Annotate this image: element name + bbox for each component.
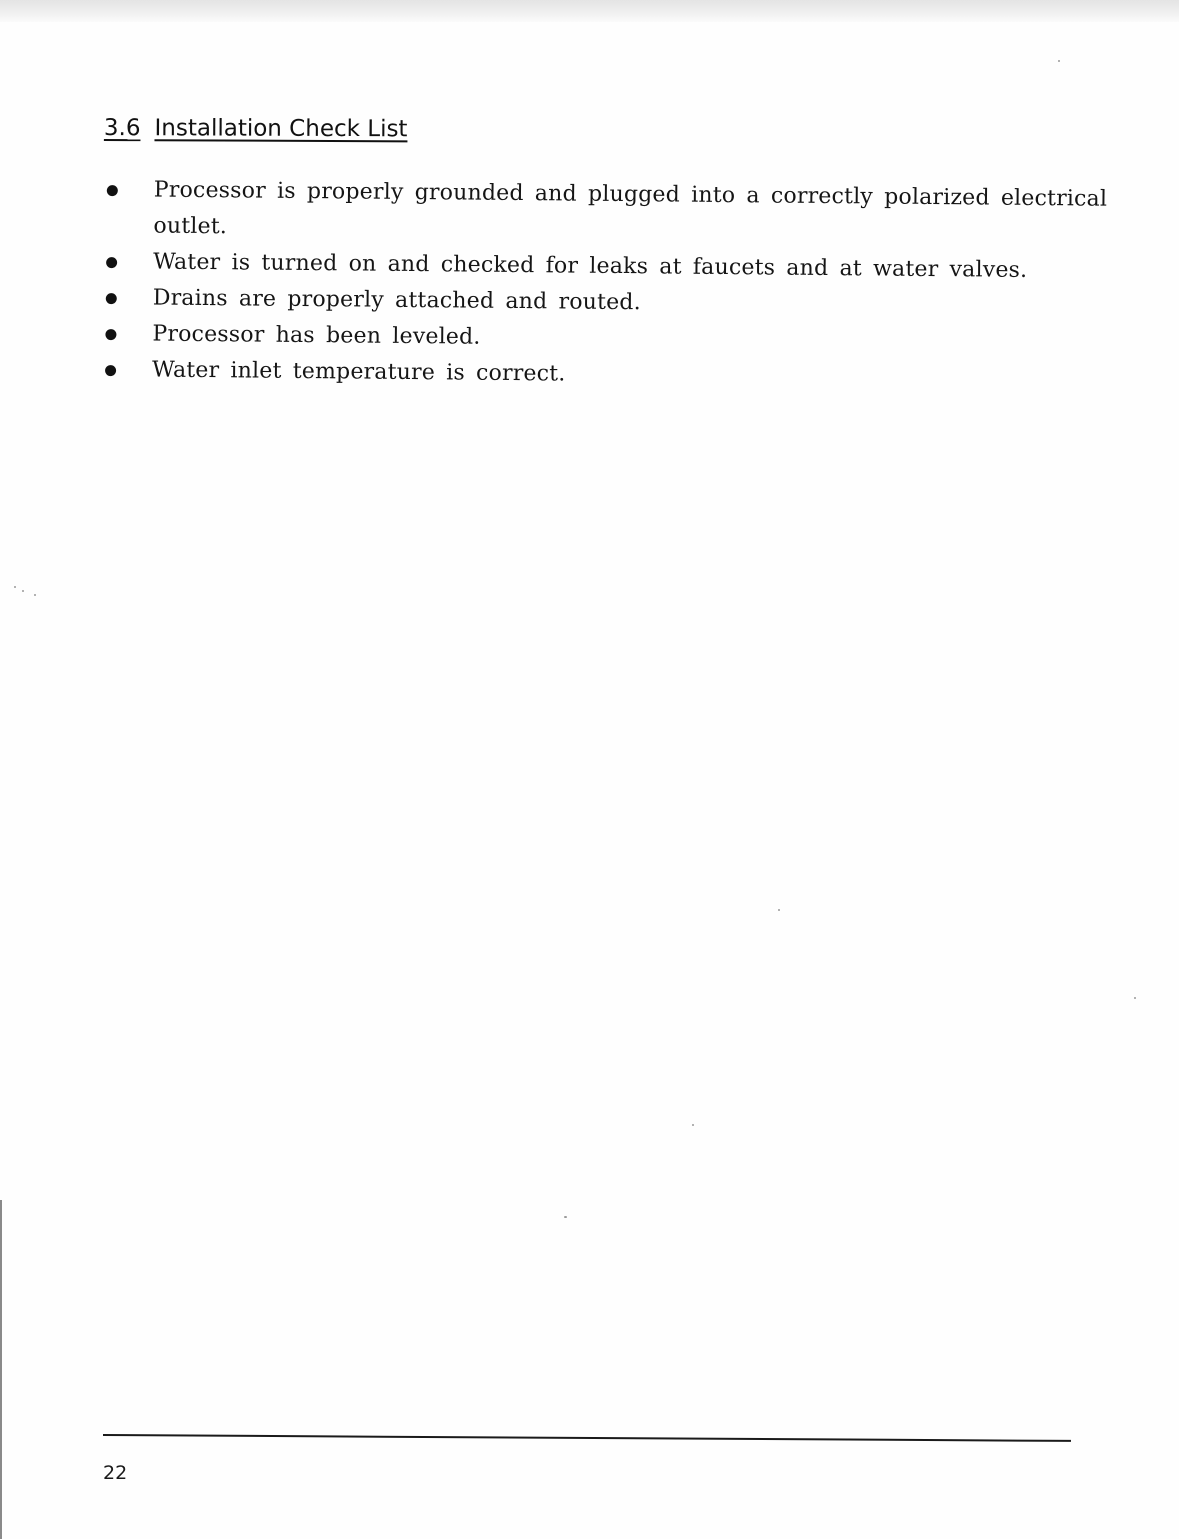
installation-checklist — [98, 172, 1110, 398]
checklist-item-text: Water is turned on and checked for leaks at faucets and at water valves. — [153, 249, 1028, 283]
bullet-icon — [105, 365, 116, 376]
checklist-item-text: Processor has been leveled. — [152, 321, 481, 350]
scan-speck — [34, 594, 36, 596]
scan-shadow-band — [0, 0, 1179, 22]
scan-edge-line — [0, 1200, 2, 1539]
page-number: 22 — [103, 1462, 128, 1484]
scan-speck — [22, 590, 24, 592]
scan-speck — [778, 909, 780, 911]
scan-speck — [14, 586, 16, 588]
scan-speck — [564, 1216, 567, 1218]
bullet-icon — [105, 329, 116, 340]
scan-speck — [1058, 60, 1060, 62]
bullet-icon — [106, 293, 117, 304]
checklist-item — [99, 172, 1110, 254]
footer-divider — [103, 1434, 1071, 1442]
checklist-item-text: Processor is properly grounded and plugged into a correctly polarized electrical outlet. — [153, 177, 1108, 240]
section-title: Installation Check List — [154, 115, 408, 143]
checklist-item-text: Drains are properly attached and routed. — [152, 285, 641, 316]
section-number: 3.6 — [103, 115, 141, 142]
scan-speck — [1134, 997, 1136, 999]
scan-speck — [692, 1124, 694, 1126]
bullet-icon — [106, 257, 117, 268]
section-heading — [104, 115, 408, 142]
bullet-icon — [107, 185, 118, 196]
checklist-item-text: Water inlet temperature is correct. — [151, 357, 566, 387]
